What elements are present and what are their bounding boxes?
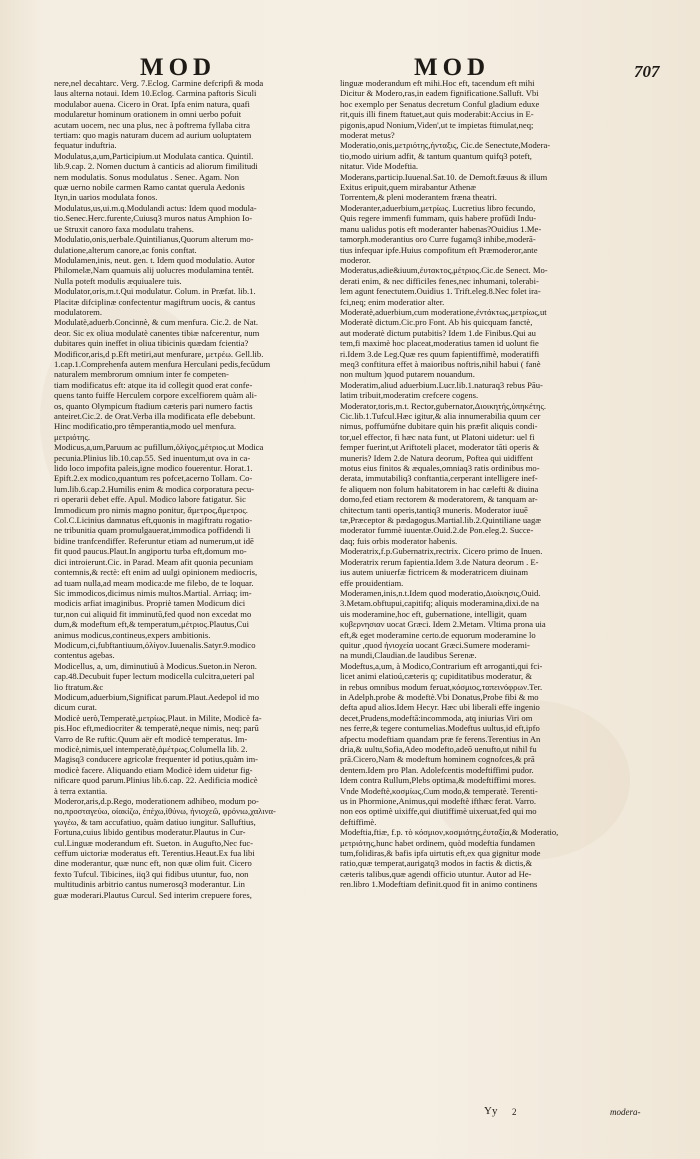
text-line: ceffum uictoriæ moderatus eft. Terentius.Heaut.Ex fua libi [54,848,255,859]
text-line: tius infequar ipfe.Huius compofitum eft Præmoderor,ante [340,244,538,255]
text-line: μετριότης. [54,431,91,442]
text-line: Modulatè,aduerb.Concinnè, & cum menfura. Cic.2. de Nat. [54,317,259,328]
text-line: tæ,Præceptor & pædagogus.Martial.lib.2.Quintiliane uagæ [340,515,541,526]
text-line: aut moderatè dictum putabitis? Idem 1.de Finibus.Qui au [340,327,536,338]
text-line: modicis arfiat imaginibus. Propriè tamen Modicum dici [54,598,246,609]
text-line: quens tanto fuiffe Herculem corpore excelfiorem quàm ali- [54,390,257,401]
text-line: Varro de Re ruftic.Quum aër eft modicè temperatus. Im- [54,733,248,744]
text-line: fe aliquem non folum habitatorem in hac cælefti & diuina [340,483,539,494]
text-line: Hinc modificatio,pro têmperantia,modo uel menfura. [54,421,237,432]
text-line: tiam modificatus eft: atque ita id collegit quod erat confe- [54,379,253,390]
text-line: dici introierunt.Cic. in Parad. Meam afit quonia pecuniam [54,556,254,567]
text-line: Idem contra Rullum,Plebs optima,& modeftiffimi mores. [340,775,537,786]
text-line: linguæ moderandum eft mihi.Hoc eft, tacendum eft mihi [340,78,535,88]
text-line: afpectu modeftiam quandam præ fe ferens.Terentius in An [340,733,541,744]
text-line: Sic immodicos,dicimus nimis multos.Martial. Arriaq; im- [54,587,252,598]
text-line: lum.lib.6.cap.2.Humilis enim & modica corporatura pecu- [54,483,254,494]
text-line: Nulla poteft modulis æquiualere tuis. [54,275,182,286]
text-line: modicè,nimis,uel intemperatè,ἀμέτρως.Columella lib. 2. [54,744,248,754]
text-line: manu ualidus potis eft moderanter habenas?Ouidius 1.Me- [340,223,542,234]
text-line: effe prouidentiam. [340,577,404,588]
text-line: latim tribuit,moderatim crefcere cogens. [340,390,479,401]
text-line: derati enim, & nec difficiles fenes,nec inhumani, tolerabi- [340,275,539,286]
text-line: laus alterna notaui. Idem 10.Eclog. Carmina paftoris Siculi [54,88,257,99]
text-line: modularetur hominum orationem in omni uerbo pofuit [54,109,242,120]
text-line: dubitares quin ineffet in oliua tibicinis quædam fcientia? [54,338,249,349]
text-line: cul.Linguæ moderandum eft. Sueton. in Augufto,Nec fuc- [54,837,254,848]
text-line: tem,fi maximè hoc placeat,moderatius tamen id uolunt fie [340,338,539,349]
text-line: Moderamen,inis,n.t.Idem quod moderatio,Διοίκησις,Ouid. [340,587,541,598]
text-line: dine moderantur, quæ nunc eft, non quæ olim fuit. Cicero [54,858,252,869]
text-line: bidine tranfcendiffer. Referuntur etiam ad numerum,ut idē [54,535,254,546]
text-line: nimus, poffumúfne dubitare quin his præfit aliquis condi- [340,421,538,432]
text-line: dria,& uultu,Sofia,Adeo modefto,adeō uenufto,ut nihil fu [340,744,537,754]
text-line: ratio,quæ temperat,aurigatq3 modos in factis & dictis,& [340,858,533,869]
text-line: Quis regere immenfi fummam, quis habere profūdi Indu- [340,213,537,224]
text-line: anteiret.Cic.2. de Orat.Verba illa modificata efle debebunt. [54,411,256,421]
signature-number: 2 [512,1107,517,1117]
text-line: nitatur. Vide Modeftia. [340,161,419,172]
text-line: ue Struxit canoro faxa modulatu trahens. [54,223,194,234]
text-line: non eos optimè uixiffe,qui diutiffimè uixeruat,fed qui mo [340,806,537,817]
text-line: hoc exemplo per Senatus decretum Conful gladium eduxe [340,98,540,109]
text-line: modulabor auena. Cicero in Orat. Ipfa enim natura, quafi [54,98,250,109]
text-line: daq; fuis orbis moderator habenis. [340,535,458,546]
text-line: Exitus eripuit,quem mirabantur Athenæ [340,182,477,193]
text-line: Modicum,ci,fubftantiuum,ὀλίγον.Iuuenalis.Satyr.9.modico [54,639,256,650]
text-line: ri operarii debet effe. Apul. Modico labore fatigatur. Sic [54,494,246,505]
header-right-word: MOD [414,54,491,81]
text-line: Modulatus,a,um,Participium.ut Modulata cantica. Quintil. [54,150,254,161]
text-line: modicè facere. Aliquando etiam Modicè idem uidetur fig- [54,764,253,775]
text-line: pigonis,apud Nonium,Viden',ut te impietas ftimulat,neq; [340,119,534,130]
page-footer [0,1105,700,1125]
text-line: lib.9.cap. 2. Nomen ductum à canticis ad aliorum fimilitudi [54,161,258,172]
text-line: Col.C.Licinius damnatus eft,quonis in magiftratu rogatio- [54,515,253,526]
text-line: animus modicus,contineus,expers ambitionis. [54,629,211,640]
text-line: quitur ,quod ἡνιοχεία uocant Græci.Sumere moderami- [340,639,530,650]
text-line: dicum curat. [54,702,97,713]
text-line: Modicum,aduerbium,Significat parum.Plaut.Aedepol id mo [54,691,260,702]
text-line: multitudinis arbitrio cantus numerosq3 moderantur. Lin [54,879,245,890]
text-line: Moderor,aris,d.p.Rego, moderationem adhibeo, modum po- [54,796,259,807]
text-line: tertiam: quo magis naturam ducem ad aurium uoluptatem [54,130,252,141]
text-line: tio.Senec.Herc.furente,Cuiusq3 muros natus Amphion Io- [54,213,253,224]
text-line: Magisq3 conducere agricolæ frequenter id potius,quàm im- [54,754,259,765]
text-line: Modulator,oris,m.t.Qui modulatur. Colum. in Præfat. lib.1. [54,286,256,297]
text-line: Modulamen,inis, neut. gen. t. Idem quod modulatio. Autor [54,254,255,265]
text-line: naturalem membrorum omnium inter fe competen- [54,369,229,380]
text-line: 3.Metam.obftupui,capitifq; aliquis moderamina,dixi.de na [340,598,540,609]
text-line: fequatur induftria. [54,140,117,151]
text-line: 1.cap.1.Comprehenfa autem menfura Herculani pedis,fecūdum [54,358,271,369]
text-line: κυβερνησιαν uocat Græci. Idem 2.Metam. Vltima prona uia [340,619,546,630]
text-line: Modicellus, a, um, diminutiuū à Modicus.Sueton.in Neron. [54,660,257,671]
text-line: Modicus,a,um,Paruum ac pufillum,ὀλίγος,μέτριος.ut Modica [54,442,264,453]
text-line: Moderatrix rerum fapientia.Idem 3.de Natura deorum . E- [340,556,539,567]
text-line: Moderatio,onis,μετριότης,ἡνταξις, Cic.de Senectute,Modera- [340,140,551,151]
text-line: tum,folidiras,& bafis ipfa uirtutis eft,ex qua gignitur mode [340,848,541,859]
text-line: Cic.lib.1.Tufcul.Hæc igitur,& alia innumerabilia quum cer [340,411,541,421]
text-line: cæteris talibus,quæ agendi officio utuntur. Autor ad He- [340,868,532,879]
text-line: Modificor,aris,d p.Eft metiri,aut menfurare, μετρέω. Gell.lib. [54,348,264,359]
text-line: Moderans,particip.Iuuenal.Sat.10. de Demoft.fæuus & illum [340,171,548,182]
text-line: femper fuerint,ut Ariftoteli placet, moderator tāti operis & [340,442,540,453]
signature-mark: Yy [484,1105,498,1117]
right-column [340,78,665,890]
text-line: lio ftratum.&c [54,681,104,692]
text-line: dum,& modeftum eft,& temperatum,μέτριος.Plautus,Cui [54,619,249,630]
text-line: Moderatè dictum.Cic.pro Font. Ab his quicquam fanctè, [340,317,533,328]
text-line: nere,nel decahtarc. Verg. 7.Eclog. Carmine defcripfi & moda [54,78,264,88]
text-line: Philomelæ,Nam quamuis alij uolucres modulamina tentēt. [54,265,254,276]
text-line: ren.libro 1.Modeftiam definit.quod fit in animo continens [340,879,538,890]
text-line: Moderanter,aduerbium,μετρίως. Lucretius libro fecundo, [340,202,536,213]
text-line: γωγέω, & tam accufatiuo, quàm datiuo iungitur. Salluftius, [54,816,256,827]
text-line: modulatorem. [54,306,102,317]
text-line: pecunia.Plinius lib.10.cap.55. Sed inuentum,ut ova in ca- [54,452,251,463]
text-line: ius autem uniuerfæ fictricem & moderatricem diuinam [340,567,529,578]
text-line: muneris? Idem 2.de Natura deorum, Poftea qui uidiffent [340,452,533,463]
text-line: Modicè uerò,Temperatè,μετρίως.Plaut. in Milite, Modicè fa- [54,712,262,723]
text-line: moderat metus? [340,130,395,141]
text-line: dulatione,alterum canore,ac fonis conftat. [54,244,197,255]
text-line: Modeftus,a,um, à Modico,Contrarium eft arroganti,qui fci- [340,660,543,671]
text-line: acutam uocem, nec una plus, nec à poftrema fyllaba citra [54,119,250,130]
text-line: nem modulatis. Sonus modulatus . Senec. Agam. Non [54,171,239,182]
text-line: quæ uerno nobile carmen Ramo cantat querula Aedonis [54,182,245,193]
text-line: ri.Idem 3.de Leg.Quæ res quum fapientiffimè, moderatiffi [340,348,540,359]
text-line: Modulatio,onis,uerbale.Quintilianus,Quorum alterum mo- [54,234,254,245]
text-line: Moderatrix,f.p.Gubernatrix,rectrix. Cicero primo de Inuen. [340,546,543,557]
text-line: os, quanto Olympicum ftadium cæteris pari numero factis [54,400,253,411]
text-line: contentus agebas. [54,650,115,661]
text-line: chitectum tanti operis,tantiq3 muneris. Moderator iuuē [340,504,528,515]
text-line: Epift.2.ex modico,quantum res pofcet,acerno Tollam. Co- [54,473,253,484]
text-line: Dicitur & Modero,ras,in eadem fignificatione.Salluft. Vbi [340,88,539,99]
text-line: Moderatè,aduerbium,cum moderatione,ἐντάκτως,μετρίως,ut [340,306,547,317]
left-column [54,78,344,900]
text-line: tio,modo uirium adfit, & tantum quantum quifq3 poteft, [340,150,532,161]
text-line: moderor. [340,254,371,265]
text-line: tamorph.moderantius oro Curre fugamq3 inhibe,moderā- [340,234,536,245]
text-line: Vnde Modeftè,κοσμίως,Cum modo,& temperatè. Terenti- [340,785,538,796]
text-line: Immodicum pro nimis magno ponitur, ἄμετρος,ἄμετρος. [54,504,248,515]
text-line: lem agunt fenectutem.Ouidius 1. Trift.eleg.8.Nec folet ira- [340,286,541,297]
text-line: rit,quis illi finem ftatuet,aut quis moderabit:Accius in E- [340,109,534,120]
text-line: decet,Prudens,modeftā:incommoda, atq iniurias Viri om [340,712,533,723]
text-line: uis moderamine,hoc eft, gubernatione, intelligit, quam [340,608,527,619]
text-line: Modulatus,us,ui.m.q.Modulandi actus: Idem quod modula- [54,202,257,213]
text-line: Moderatim,aliud aduerbium.Lucr.lib.1.naturaq3 rebus Pāu- [340,379,543,390]
text-line: derata, immutabiliq3 conftantia,cerperant intelligere inef- [340,473,538,484]
text-line: deftiffimè. [340,816,377,827]
text-line: eft,& eget moderamine certo.de equorum moderamine lo [340,629,536,640]
text-line: meq3 conftitura effet à maioribus noftris,nihil habui ( fanè [340,358,541,369]
text-line: licet animi elatioú,cæteris q; cupiditatibus moderatur, & [340,671,533,682]
text-line: fit quod paucus.Plaut.In angiportu turba eft,domum mo- [54,546,247,557]
text-line: ne tribunitia quam promulgauerat,immodica poffidendi li [54,525,251,536]
text-line: in rebus omnibus modum feruat,κόσμιος,ταπεινόφρων.Ter. [340,681,543,692]
text-line: à terra extantia. [54,785,108,796]
text-line: nificare quod parum.Plinius lib.6.cap. 22. Aedificia modicè [54,775,258,786]
text-line: na mundi,Claudian.de laudibus Serenæ. [340,650,477,661]
text-line: fexto Tufcul. Tibicines, iiq3 qui fidibus utuntur, fuo, non [54,868,249,879]
text-line: deor. Sic ex oliua modulatè canentes tibiæ nafcerentur, num [54,327,260,338]
text-line: fci,neq; enim moderatior alter. [340,296,445,307]
text-line: μετριότης,hunc habet ordinem, quòd modeftia fundamen [340,837,536,848]
text-line: Ityn,in uarios modulata fonos. [54,192,158,203]
text-line: moderator fummè iuuentæ.Ouid.2.de Pon.eleg.2. Succe- [340,525,534,536]
catchword: modera- [610,1107,641,1117]
text-line: Moderator,toris,m.t. Rector,gubernator,Διοικητής,ὑπηκέτης. [340,400,547,411]
text-line: Modeftia,ftiæ, f.p. τὸ κόσμιον,κοσμιότης,ἐυταξία,& Moderatio, [340,827,559,838]
text-line: us in Phormione,Animus,qui modeftè ifthæc ferat. Varro. [340,796,537,807]
text-line: in Adelph.probe & modeftè.Vbi Donatus,Probe fibi & mo [340,691,539,702]
text-line: domo,fed etiam rectorem & moderatorem, & tanquam ar- [340,494,538,505]
text-line: Fortuna,cuius libido gentibus moderatur.Plautus in Cur- [54,827,246,838]
text-line: Torrentem,& pleni moderantem fræna theatri. [340,192,497,203]
text-line: Moderatus,adie&iuum,ἐυτακτος,μέτριος.Cic.de Senect. Mo- [340,265,548,276]
text-line: guæ moderari.Plautus Curcul. Sed interim crepuere fores, [54,889,252,900]
text-line: contemnis,& rectè: eft enim ad uulgi opinionem mediocris, [54,567,258,578]
text-line: cap.48.Decubuit fuper lectum modicella culcitra,ueteri pal [54,671,255,682]
text-line: Placitæ difciplinæ confectentur magiftrum uocis, & cantus [54,296,256,307]
text-line: tor,uel effector, fi hæc nata funt, ut Platoni uidetur: uel fi [340,431,535,442]
text-line: lido loco impofita paleis,igne modico fouerentur. Horat.1. [54,463,253,474]
text-line: nes ferre,& tegere contumelias.Modeftus uultus,id eft,ipfo [340,723,540,734]
text-line: non multum )quod putarem nouandum. [340,369,475,380]
text-line: motus eius finitos & æquales,omniaq3 ratis ordinibus mo- [340,463,540,474]
text-line: pis.Hoc eft,mediocriter & temperatè,neque nimis, neq; parū [54,723,259,734]
page-number: 707 [634,62,660,81]
text-line: no,προσταγεύω, οἰακίζω, ἐπέχω,ἰθύνω, ἡνιοχεῶ, φρόνιω,χαλινα- [54,806,276,817]
text-line: tur,non cui aliquid fit imminutū,fed quod non excedat mo [54,608,252,619]
text-line: defta apud alios.Idem Hecyr. Hæc ubi liberali effe ingenio [340,702,540,713]
header-left-word: MOD [140,54,217,81]
text-line: dentem.Idem pro Plan. Adolefcentis modeftiffimi pudor. [340,764,534,775]
text-line: ad tuam nulla,ad meam modica:de me filebo, de te loquar. [54,577,254,588]
text-line: prā.Cicero,Nam & modeftum hominem cognofces,& prā [340,754,535,765]
